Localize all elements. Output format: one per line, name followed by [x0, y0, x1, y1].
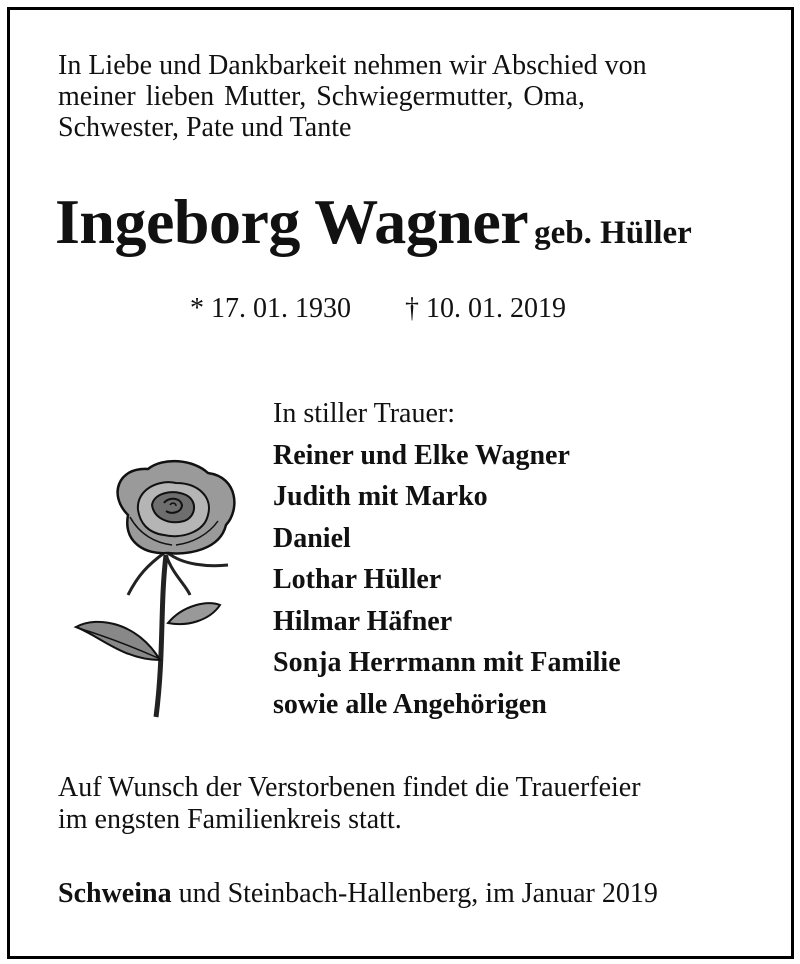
deceased-name-row [55, 185, 692, 259]
mourner-name: Hilmar Häfner [273, 605, 453, 637]
mourner-name: Judith mit Marko [273, 481, 488, 512]
funeral-note [58, 772, 641, 836]
life-dates [190, 293, 566, 325]
mourners-list [273, 393, 621, 725]
maiden-name: geb. Hüller [534, 215, 692, 251]
place-date-text: und Steinbach-Hallenberg, im Januar 2019 [171, 878, 658, 909]
rose-icon [68, 455, 258, 725]
deceased-name: Ingeborg Wagner [55, 186, 529, 257]
intro-text [58, 50, 758, 143]
place-and-date [58, 878, 658, 910]
mourner-name: Lothar Hüller [273, 564, 442, 595]
funeral-note-line: Auf Wunsch der Verstorbenen findet die Trauerfeier [58, 772, 641, 803]
mourner-name: Sonja Herrmann mit Familie [273, 647, 621, 678]
mourners-heading: In stiller Trauer: [273, 398, 455, 429]
obituary-notice [7, 7, 794, 959]
intro-line: In Liebe und Dankbarkeit nehmen wir Abschied von [58, 50, 647, 81]
mourner-name: Reiner und Elke Wagner [273, 439, 570, 471]
town-name: Schweina [58, 878, 172, 909]
death-date: † 10. 01. 2019 [405, 293, 566, 324]
mourner-name: Daniel [273, 522, 351, 554]
intro-line: meiner lieben Mutter, Schwiegermutter, Oma, [58, 81, 585, 112]
birth-date: * 17. 01. 1930 [190, 293, 351, 324]
mourner-name: sowie alle Angehörigen [273, 688, 547, 720]
funeral-note-line: im engsten Familienkreis statt. [58, 804, 402, 835]
intro-line: Schwester, Pate und Tante [58, 112, 352, 143]
